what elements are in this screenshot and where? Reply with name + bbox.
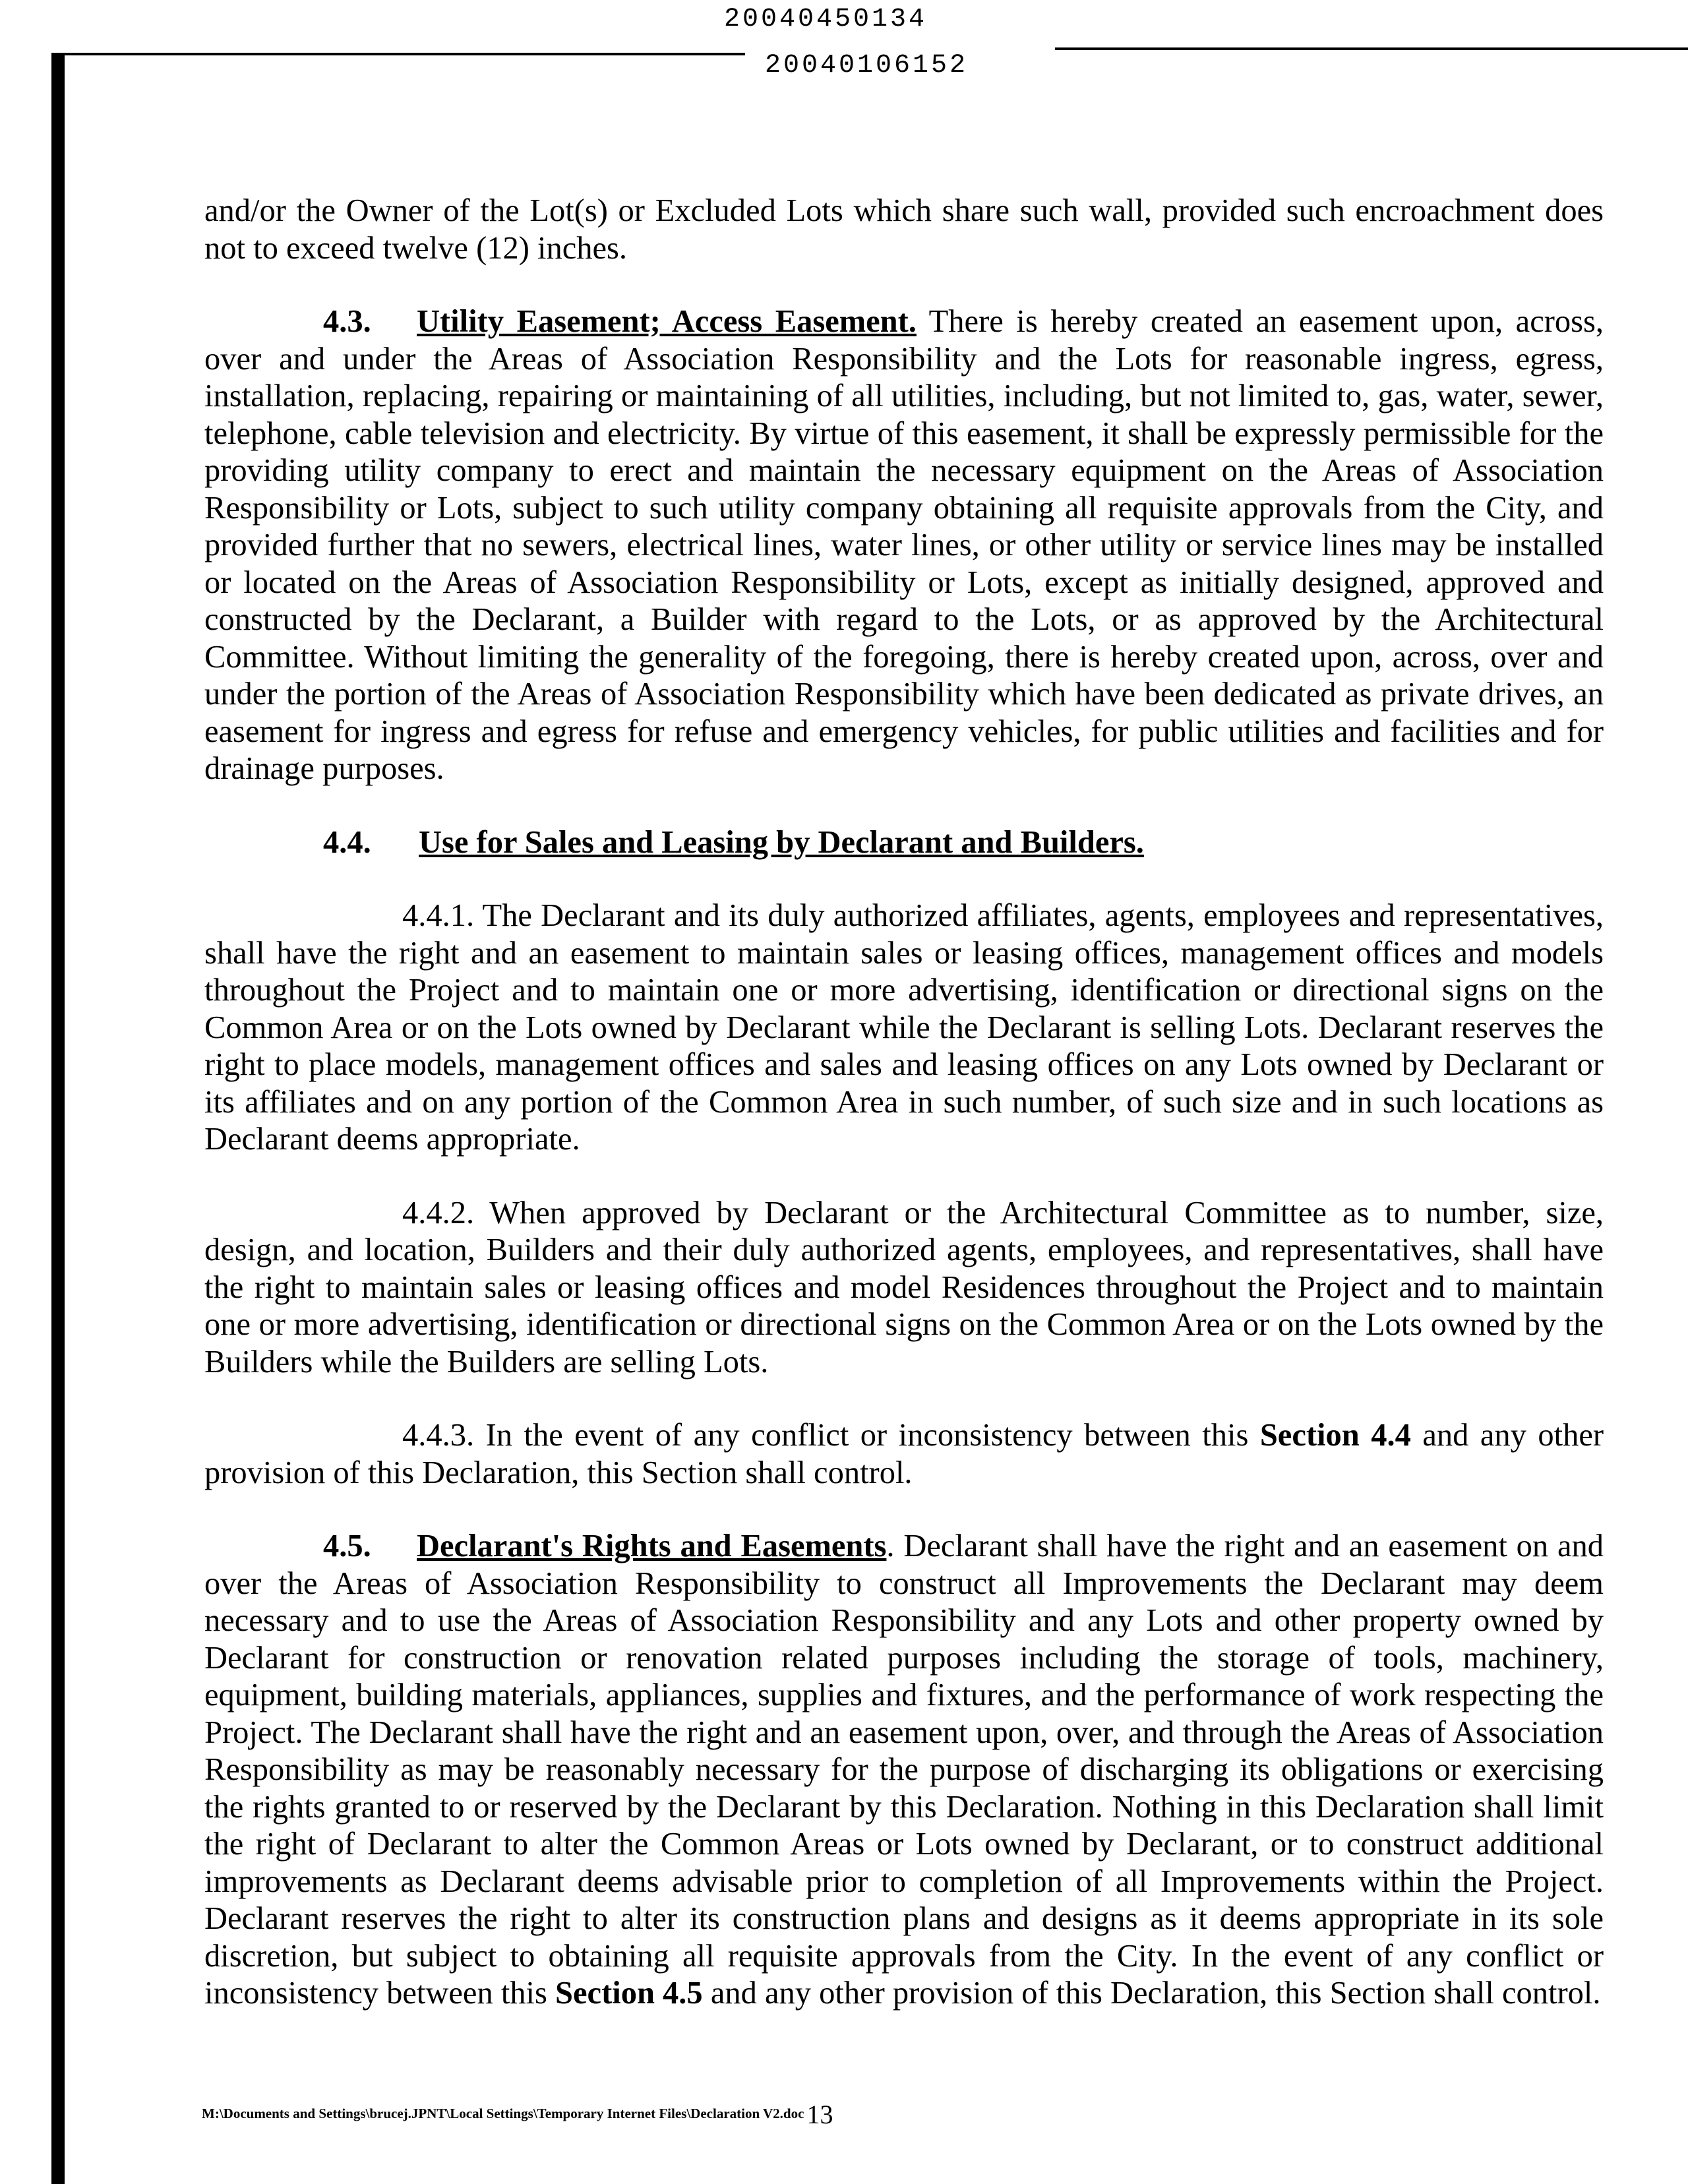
section-4-4-heading: Use for Sales and Leasing by Declarant and Builders. (419, 824, 1144, 860)
section-4-4-3-text-a: 4.4.3. In the event of any conflict or inconsistency between this (402, 1418, 1249, 1453)
page-number: 13 (806, 2100, 833, 2129)
section-4-4-2 (204, 1195, 1604, 1381)
recording-number-second: 20040106152 (765, 51, 969, 80)
section-4-5-heading: Declarant's Rights and Easements (417, 1529, 887, 1563)
section-4-3-heading: Utility Easement; Access Easement. (417, 304, 917, 339)
scan-edge-bar (51, 54, 65, 2184)
section-4-5-number: 4.5. (323, 1529, 371, 1563)
section-4-3-number: 4.3. (323, 304, 371, 339)
header-rule-left (51, 53, 745, 55)
section-4-4-1 (204, 897, 1604, 1159)
continued-paragraph-text: and/or the Owner of the Lot(s) or Excluded Lots which share such wall, provided such encroachment does not to exceed twelve (12) inches. (204, 193, 1604, 266)
recording-number-top: 20040450134 (724, 5, 928, 34)
section-4-4 (204, 824, 1604, 862)
section-4-5-reference: Section 4.5 (555, 1976, 703, 2011)
section-4-4-2-text: 4.4.2. When approved by Declarant or the Architectural Committee as to number, size, design, and location, Builders and their duly authorized agents, employees, and representatives, shall have the right to maintain sales or leasing offices and model Residences throughout the Project and to maintain one or more advertising, identification or directional signs on the Common Area or on the Lots owned by the Builders while the Builders are selling Lots. (204, 1195, 1604, 1380)
header-rule-right (1055, 47, 1688, 50)
section-4-4-3-reference: Section 4.4 (1259, 1418, 1411, 1453)
section-4-3-text: There is hereby created an easement upon, across, over and under the Areas of Association Responsibility and the Lots for reasonable ingress, egress, installation, replacing, repairing or maintaining of all utilities, including, but not limited to, gas, water, sewer, telephone, cable television and electricity. By virtue of this easement, it shall be expressly permissible for the providing utility company to erect and maintain the necessary equipment on the Areas of Association Responsibility or Lots, subject to such utility company obtaining all requisite approvals from the City, and provided further that no sewers, electrical lines, water lines, or other utility or service lines may be installed or located on the Areas of Association Responsibility or Lots, except as initially designed, approved and constructed by the Declarant, a Builder with regard to the Lots, or as approved by the Architectural Committee. Without limiting the generality of the foregoing, there is hereby created upon, across, over and under the portion of the Areas of Association Responsibility which have been dedicated as private drives, an easement for ingress and egress for refuse and emergency vehicles, for public utilities and facilities and for drainage purposes. (204, 304, 1604, 786)
document-body (204, 193, 1604, 2049)
footer-file-path: M:\Documents and Settings\brucej.JPNT\Local Settings\Temporary Internet Files\Declaration V2.doc (202, 2106, 804, 2121)
continued-paragraph (204, 193, 1604, 267)
section-4-5-text-a: . Declarant shall have the right and an easement on and over the Areas of Association Responsibility to construct all Improvements the Declarant may deem necessary and to use the Areas of Association Responsibility and any Lots and other property owned by Declarant for construction or renovation related purposes including the storage of tools, machinery, equipment, building materials, appliances, supplies and fixtures, and the performance of work respecting the Project. The Declarant shall have the right and an easement upon, over, and through the Areas of Association Responsibility as may be reasonably necessary for the purpose of discharging its obligations or exercising the rights granted to or reserved by the Declarant by this Declaration. Nothing in this Declaration shall limit the right of Declarant to alter the Common Areas or Lots owned by Declarant, or to construct additional improvements as Declarant deems advisable prior to completion of all Improvements within the Project. Declarant reserves the right to alter its construction plans and designs as it deems appropriate in its sole discretion, but subject to obtaining all requisite approvals from the City. In the event of any conflict or inconsistency between this (204, 1529, 1604, 2011)
section-4-5-text-b: and any other provision of this Declaration, this Section shall control. (710, 1976, 1601, 2011)
section-4-5 (204, 1528, 1604, 2013)
section-4-3 (204, 303, 1604, 788)
section-4-4-1-text: 4.4.1. The Declarant and its duly authorized affiliates, agents, employees and representatives, shall have the right and an easement to maintain sales or leasing offices, management offices and models throughout the Project and to maintain one or more advertising, identification or directional signs on the Common Area or on the Lots owned by Declarant while the Declarant is selling Lots. Declarant reserves the right to place models, management offices and sales and leasing offices on any Lots owned by Declarant or its affiliates and on any portion of the Common Area in such number, of such size and in such locations as Declarant deems appropriate. (204, 898, 1604, 1157)
section-4-4-number: 4.4. (323, 824, 371, 860)
page-footer (202, 2094, 833, 2129)
section-4-4-3 (204, 1417, 1604, 1492)
section-4-4-3-text-b: and any other provision of this Declaration, this Section shall control. (204, 1418, 1604, 1490)
